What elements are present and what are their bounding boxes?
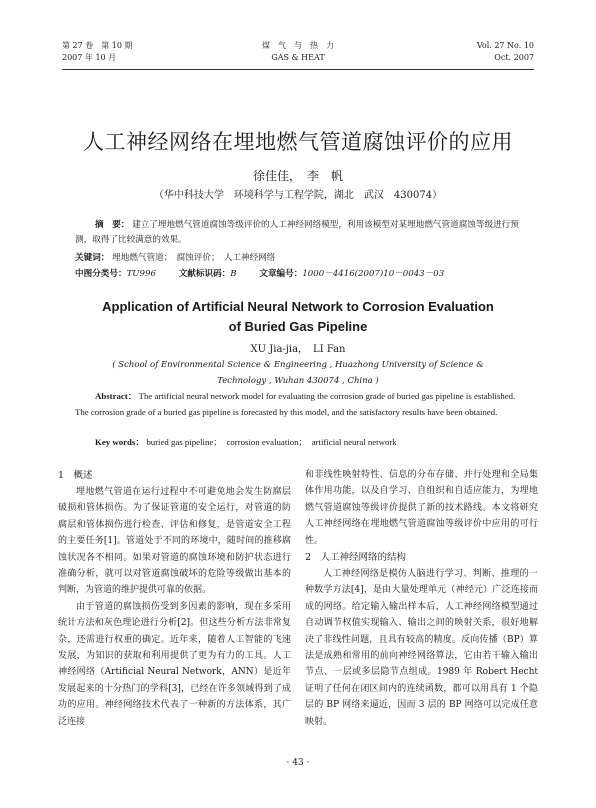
authors-cn: 徐佳佳， 李 帆 [252,169,343,183]
right-column [305,467,538,730]
clc-value: TU996 [126,269,156,279]
header-rule [62,69,534,70]
abstract-en [75,389,521,420]
article-id-label: 文章编号： [259,269,303,279]
header-volume-cn: 第 27 卷 第 10 期 [62,41,133,50]
left-column [58,467,291,730]
header-journal-en: GAS & HEAT [271,53,325,62]
doc-label: 文献标识码： [178,269,231,279]
keywords-cn [75,251,521,266]
section1-paragraph1: 埋地燃气管道在运行过程中不可避免地会发生防腐层破损和管体损伤。为了保证管道的安全运行，对管道的防腐层和管体损伤进行检查、评估和修复，是管道安全工程的主要任务[1]。管道处于不同的环境中，随时间的推移腐蚀状况各不相同。如果对管道的腐蚀环境和防护状态进行准确分析，就可以对管道腐蚀破坏的危险等级做出基本的判断，为管道的维护提供可靠的依据。 [58,487,291,596]
header-date-en: Oct. 2007 [494,53,534,62]
header-journal-cn: 煤 气 与 热 力 [262,41,334,50]
header-date-cn: 2007 年 10 月 [62,53,117,62]
keywords-en-text: buried gas pipeline； corrosion evaluation； artificial neural network [146,437,397,447]
affiliation-cn: （华中科技大学 环境科学与工程学院，湖北 武汉 430074） [153,190,443,201]
page-number: · 43 · [286,758,310,768]
title-en [0,297,596,337]
abstract-en-text: The artificial neural network model for evaluating the corrosion grade of buried gas pipeline is established. The corrosion grade of a buried gas pipeline is forecasted by this model, and the satisfactory results have been obtained. [75,391,516,417]
title-cn: 人工神经网络在埋地燃气管道腐蚀评价的应用 [83,130,513,154]
abstract-cn-text: 建立了埋地燃气管道腐蚀等级评价的人工神经网络模型，利用该模型对某埋地燃气管道腐蚀等级进行预测，取得了比较满意的效果。 [75,220,519,245]
section1-heading: 1 概述 [58,470,93,481]
abstract-en-label: Abstract： [95,391,137,401]
section2-heading: 2 人工神经网络的结构 [305,552,407,564]
section1-paragraph2: 由于管道的腐蚀损伤受到多因素的影响，现在多采用统计方法和灰色理论进行分析[2]。但这些分析方法非常复杂，还需进行权重的确定。近年来，随着人工智能的飞速发展，为知识的获取和利用提供了更为有力的工具。人工神经网络（Artificial Neural Network，ANN）是近年发展起来的十分热门的学科[3]，已经在许多领域得到了成功的应用。神经网络技术代表了一种新的方法体系，其广泛连接 [58,601,291,727]
header-volume-en-text: Vol. 27 No. 10 [476,41,534,50]
affiliation-en-line2: Technology , Wuhan 430074 , China ) [217,376,379,386]
article-id-value: 1000－4416(2007)10－0043－03 [302,269,445,279]
doc-value: B [230,269,237,279]
abstract-cn-label: 摘 要： [95,220,130,230]
authors-en: XU Jia-jia， LI Fan [250,344,346,355]
affiliation-en-line1: ( School of Environmental Science & Engineering , Huazhong University of Science & [112,360,484,370]
continued-paragraph: 和非线性映射特性、信息的分布存储、并行处理和全局集体作用功能，以及自学习、自组织和自适应能力，为埋地燃气管道腐蚀等级评价提供了新的技术路线。本文将研究人工神经网络在埋地燃气管道腐蚀等级评价中应用的可行性。 [305,470,538,546]
keywords-cn-text: 埋地燃气管道； 腐蚀评价； 人工神经网络 [112,253,276,263]
header-volume-en [477,40,534,64]
keywords-en-label: Key words： [95,437,145,447]
abstract-cn [75,218,521,248]
title-en-line2: of Buried Gas Pipeline [228,319,368,334]
clc-label: 中图分类号： [75,269,127,279]
title-en-line1: Application of Artificial Neural Network to Corrosion Evaluation [102,299,494,314]
keywords-en [75,435,521,450]
keywords-cn-label: 关键词： [75,253,110,263]
classification-line [75,267,521,282]
section2-paragraph1: 人工神经网络是模仿人脑进行学习、判断、推理的一种数学方法[4]，是由大量处理单元（神经元）广泛连接而成的网络。给定输入输出样本后，人工神经网络模型通过自动调节权值实现输入、输出之间的映射关系，很好地解决了非线性问题，且具有较高的精度。反向传播（BP）算法是成熟和常用的前向神经网络算法，它由若干输入输出节点、一层或多层隐节点组成。1989 年 Robert Hecht 证明了任何在闭区间内的连续函数，都可以用具有 1 个隐层的 BP 网络来逼近，因而 3 层的 BP 网络可以完成任意映射。 [305,569,538,727]
affiliation-en [90,357,506,389]
